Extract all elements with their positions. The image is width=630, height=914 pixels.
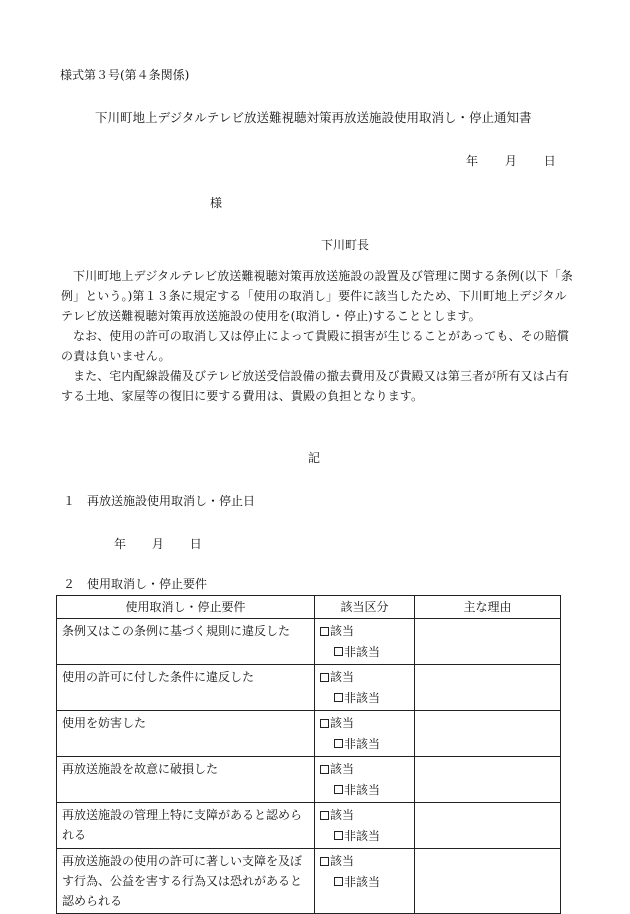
year-label: 年	[466, 154, 479, 168]
document-title: 下川町地上デジタルテレビ放送難視聴対策再放送施設使用取消し・停止通知書	[95, 110, 532, 125]
notice-body	[61, 266, 576, 406]
paragraph-liability: なお、使用の許可の取消し又は停止によって貴殿に損害が生じることがあっても、その賠償の責は負いません。	[61, 329, 569, 363]
category-cell	[315, 803, 415, 849]
checkbox-no[interactable]	[334, 877, 343, 886]
option-no-label: 非該当	[344, 644, 381, 659]
requirement-cell: 再放送施設を故意に破損した	[57, 757, 315, 803]
header-category: 該当区分	[315, 596, 415, 619]
month-label: 月	[151, 537, 164, 551]
table-row	[57, 757, 561, 803]
checkbox-yes[interactable]	[320, 719, 329, 728]
item-2-number: ２	[63, 577, 76, 591]
header-requirement: 使用取消し・停止要件	[57, 596, 315, 619]
table-header-row	[57, 596, 561, 619]
checkbox-no[interactable]	[334, 739, 343, 748]
reason-cell[interactable]	[415, 849, 561, 914]
addressee-suffix: 様	[210, 196, 223, 210]
option-no-label: 非該当	[344, 874, 381, 889]
month-label: 月	[504, 154, 517, 168]
issuer-name: 下川町長	[321, 238, 370, 252]
ki-heading: 記	[308, 451, 321, 465]
reason-cell[interactable]	[415, 711, 561, 757]
option-yes-label: 該当	[330, 854, 355, 868]
checkbox-no[interactable]	[334, 785, 343, 794]
table-row	[57, 711, 561, 757]
requirement-cell: 再放送施設の管理上特に支障があると認められる	[57, 803, 315, 849]
stop-date	[114, 535, 224, 552]
option-yes-label: 該当	[330, 808, 355, 822]
category-cell	[315, 619, 415, 665]
table-row	[57, 849, 561, 914]
item-2-heading	[63, 575, 207, 592]
option-no-label: 非該当	[344, 736, 381, 751]
option-no-label: 非該当	[344, 690, 381, 705]
option-yes-label: 該当	[330, 624, 355, 638]
reason-cell[interactable]	[415, 665, 561, 711]
requirement-cell: 使用の許可に付した条件に違反した	[57, 665, 315, 711]
reason-cell[interactable]	[415, 619, 561, 665]
item-1-label: 再放送施設使用取消し・停止日	[87, 494, 256, 508]
reason-cell[interactable]	[415, 803, 561, 849]
header-reason: 主な理由	[415, 596, 561, 619]
issue-date	[466, 152, 579, 169]
paragraph-main: 下川町地上デジタルテレビ放送難視聴対策再放送施設の設置及び管理に関する条例(以下「条例」という。)第１３条に規定する「使用の取消し」要件に該当したため、下川町地上デジタルテレビ放送難視聴対策再放送施設の使用を(取消し・停止)することとします。	[61, 269, 573, 323]
category-cell	[315, 665, 415, 711]
table-row	[57, 619, 561, 665]
checkbox-no[interactable]	[334, 693, 343, 702]
year-label: 年	[114, 537, 127, 551]
reason-cell[interactable]	[415, 757, 561, 803]
checkbox-no[interactable]	[334, 647, 343, 656]
item-1-number: １	[63, 494, 76, 508]
requirements-table	[56, 595, 561, 914]
option-no-label: 非該当	[344, 782, 381, 797]
paragraph-costs: また、宅内配線設備及びテレビ放送受信設備の撤去費用及び貴殿又は第三者が所有又は占有する土地、家屋等の復旧に要する費用は、貴殿の負担となります。	[61, 369, 569, 403]
checkbox-yes[interactable]	[320, 627, 329, 636]
table-row	[57, 803, 561, 849]
checkbox-yes[interactable]	[320, 765, 329, 774]
option-no-label: 非該当	[344, 828, 381, 843]
checkbox-yes[interactable]	[320, 811, 329, 820]
item-1-heading	[63, 492, 255, 509]
option-yes-label: 該当	[330, 762, 355, 776]
category-cell	[315, 711, 415, 757]
day-label: 日	[189, 537, 202, 551]
category-cell	[315, 849, 415, 914]
checkbox-yes[interactable]	[320, 857, 329, 866]
day-label: 日	[543, 154, 556, 168]
form-number: 様式第３号(第４条関係)	[60, 68, 190, 82]
table-row	[57, 665, 561, 711]
option-yes-label: 該当	[330, 716, 355, 730]
checkbox-yes[interactable]	[320, 673, 329, 682]
option-yes-label: 該当	[330, 670, 355, 684]
requirement-cell: 使用を妨害した	[57, 711, 315, 757]
checkbox-no[interactable]	[334, 831, 343, 840]
requirement-cell: 再放送施設の使用の許可に著しい支障を及ぼす行為、公益を害する行為又は恐れがあると認められる	[57, 849, 315, 914]
requirement-cell: 条例又はこの条例に基づく規則に違反した	[57, 619, 315, 665]
item-2-label: 使用取消し・停止要件	[87, 577, 208, 591]
category-cell	[315, 757, 415, 803]
